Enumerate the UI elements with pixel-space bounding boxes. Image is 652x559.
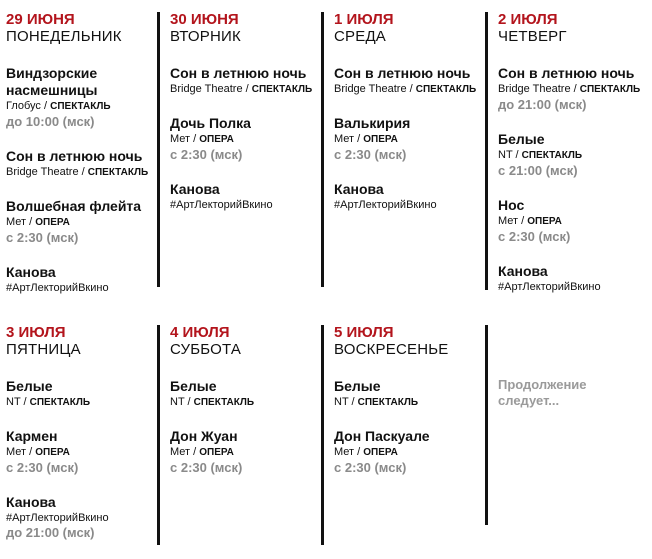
event-title: Нос	[498, 197, 525, 213]
event-venue: NT / СПЕКТАКЛЬ	[498, 149, 583, 161]
day-date: 2 ИЮЛЯ	[498, 11, 558, 28]
event-kind: ОПЕРА	[363, 134, 398, 145]
day-weekday: ВОСКРЕСЕНЬЕ	[334, 341, 449, 358]
day-weekday: ПОНЕДЕЛЬНИК	[6, 28, 122, 45]
event-title: Белые	[334, 378, 381, 394]
event-title: Валькирия	[334, 115, 411, 131]
day-date: 4 ИЮЛЯ	[170, 324, 230, 341]
event-time: с 2:30 (мск)	[334, 147, 407, 162]
event-time: до 21:00 (мск)	[498, 97, 587, 112]
event-kind: СПЕКТАКЛЬ	[521, 150, 583, 161]
day-column	[6, 325, 156, 559]
event-item	[6, 65, 156, 130]
event-time: с 2:30 (мск)	[6, 230, 79, 245]
day-column	[157, 325, 320, 545]
event-title: Сон в летнюю ночь	[170, 65, 307, 81]
event-time: с 21:00 (мск)	[498, 163, 578, 178]
event-venue: Bridge Theatre / СПЕКТАКЛЬ	[334, 83, 477, 95]
event-venue: Мет / ОПЕРА	[334, 446, 398, 458]
day-column	[157, 12, 320, 287]
event-kind: ОПЕРА	[199, 134, 234, 145]
event-venue: #АртЛекторийВкино	[498, 281, 601, 293]
day-column	[321, 325, 484, 545]
event-item	[334, 65, 484, 97]
event-item	[6, 378, 156, 410]
event-venue: Мет / ОПЕРА	[498, 215, 562, 227]
event-title: Дочь Полка	[170, 115, 251, 131]
event-venue: Мет / ОПЕРА	[170, 446, 234, 458]
event-item	[498, 197, 648, 245]
event-title: Белые	[6, 378, 53, 394]
event-item	[334, 428, 484, 476]
event-item	[6, 494, 156, 541]
event-venue: NT / СПЕКТАКЛЬ	[170, 396, 255, 408]
event-venue: Глобус / СПЕКТАКЛЬ	[6, 100, 111, 112]
event-kind: СПЕКТАКЛЬ	[50, 101, 111, 112]
event-title: Канова	[170, 181, 220, 197]
event-title: Сон в летнюю ночь	[6, 148, 143, 164]
event-venue: #АртЛекторийВкино	[170, 199, 273, 211]
event-venue: Bridge Theatre / СПЕКТАКЛЬ	[498, 83, 641, 95]
event-title: Волшебная флейта	[6, 198, 142, 214]
event-title: Сон в летнюю ночь	[498, 65, 635, 81]
event-kind: ОПЕРА	[527, 216, 562, 227]
day-weekday: СУББОТА	[170, 341, 242, 358]
event-kind: СПЕКТАКЛЬ	[415, 84, 477, 95]
event-title: Виндзорские насмешницы	[6, 65, 98, 98]
event-venue: NT / СПЕКТАКЛЬ	[334, 396, 419, 408]
event-item	[498, 263, 648, 294]
event-venue: Мет / ОПЕРА	[6, 216, 70, 228]
event-item	[334, 115, 484, 163]
event-time: до 10:00 (мск)	[6, 114, 95, 129]
day-date: 30 ИЮНЯ	[170, 11, 239, 28]
event-time: с 2:30 (мск)	[498, 229, 571, 244]
event-venue: Мет / ОПЕРА	[170, 133, 234, 145]
event-kind: СПЕКТАКЛЬ	[579, 84, 641, 95]
event-time: с 2:30 (мск)	[6, 460, 79, 475]
event-title: Кармен	[6, 428, 58, 444]
event-kind: СПЕКТАКЛЬ	[357, 397, 419, 408]
continuation-text: Продолжение следует...	[498, 377, 587, 408]
event-venue: #АртЛекторийВкино	[334, 199, 437, 211]
day-weekday: СРЕДА	[334, 28, 387, 45]
event-title: Канова	[498, 263, 548, 279]
day-date: 29 ИЮНЯ	[6, 11, 75, 28]
event-item	[334, 181, 484, 212]
event-venue: Мет / ОПЕРА	[334, 133, 398, 145]
event-title: Дон Паскуале	[334, 428, 430, 444]
event-kind: СПЕКТАКЛЬ	[29, 397, 91, 408]
event-kind: СПЕКТАКЛЬ	[193, 397, 255, 408]
event-title: Канова	[6, 494, 56, 510]
event-title: Канова	[6, 264, 56, 280]
event-time: с 2:30 (мск)	[170, 147, 243, 162]
day-weekday: ПЯТНИЦА	[6, 341, 81, 358]
event-kind: ОПЕРА	[35, 217, 70, 228]
event-venue: Мет / ОПЕРА	[6, 446, 70, 458]
event-kind: СПЕКТАКЛЬ	[251, 84, 313, 95]
event-venue: Bridge Theatre / СПЕКТАКЛЬ	[170, 83, 313, 95]
event-time: с 2:30 (мск)	[170, 460, 243, 475]
event-title: Белые	[498, 131, 545, 147]
event-item	[170, 65, 320, 97]
event-venue: Bridge Theatre / СПЕКТАКЛЬ	[6, 166, 149, 178]
event-title: Белые	[170, 378, 217, 394]
event-kind: ОПЕРА	[363, 447, 398, 458]
event-title: Сон в летнюю ночь	[334, 65, 471, 81]
day-date: 1 ИЮЛЯ	[334, 11, 394, 28]
event-item	[170, 428, 320, 476]
event-item	[170, 181, 320, 212]
event-kind: СПЕКТАКЛЬ	[87, 167, 149, 178]
event-item	[498, 131, 648, 179]
event-time: с 2:30 (мск)	[334, 460, 407, 475]
event-title: Дон Жуан	[170, 428, 238, 444]
day-column	[321, 12, 484, 287]
day-weekday: ЧЕТВЕРГ	[498, 28, 567, 45]
event-venue: NT / СПЕКТАКЛЬ	[6, 396, 91, 408]
event-item	[6, 428, 156, 476]
event-venue: #АртЛекторийВкино	[6, 512, 109, 524]
event-kind: ОПЕРА	[199, 447, 234, 458]
day-column	[6, 12, 156, 313]
event-item	[6, 148, 156, 180]
continuation-column	[485, 325, 648, 525]
day-column	[485, 11, 648, 293]
event-item	[6, 198, 156, 246]
event-item	[170, 115, 320, 163]
event-item	[498, 65, 648, 113]
day-weekday: ВТОРНИК	[170, 28, 241, 45]
event-item	[334, 378, 484, 410]
day-date: 5 ИЮЛЯ	[334, 324, 394, 341]
event-item	[6, 264, 156, 295]
event-item	[170, 378, 320, 410]
event-venue: #АртЛекторийВкино	[6, 282, 109, 294]
event-title: Канова	[334, 181, 384, 197]
day-date: 3 ИЮЛЯ	[6, 324, 66, 341]
event-time: до 21:00 (мск)	[6, 525, 95, 540]
event-kind: ОПЕРА	[35, 447, 70, 458]
